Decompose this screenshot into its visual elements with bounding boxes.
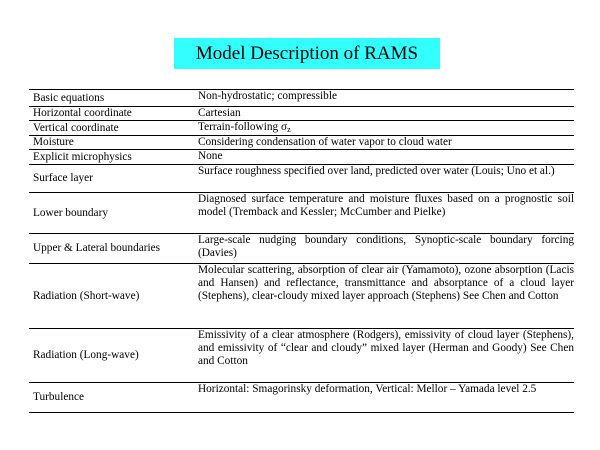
row-label: Lower boundary [33, 206, 108, 219]
row-value: Cartesian [198, 107, 241, 119]
table-row [29, 107, 574, 121]
row-label: Explicit microphysics [33, 150, 132, 163]
table-row [29, 150, 574, 165]
table-row [29, 264, 574, 329]
row-value: Large-scale nudging boundary conditions, Synoptic-scale boundary forcing (Davies) [198, 234, 574, 259]
sigma-subscript: z [287, 125, 291, 134]
row-label: Horizontal coordinate [33, 107, 132, 119]
table-row [29, 329, 574, 383]
table-row [29, 90, 574, 107]
row-label: Surface layer [33, 172, 93, 184]
row-label: Turbulence [33, 391, 85, 403]
table-row [29, 121, 574, 136]
row-label: Radiation (Short-wave) [33, 289, 140, 302]
row-value: None [198, 150, 223, 162]
row-value: Molecular scattering, absorption of clear air (Yamamoto), ozone absorption (Lacis and Hansen) and reflectance, transmittance and absorptance of a cloud layer (Stephens), clear-cloudy mixed layer approach (Stephens) See Chen and Cotton [198, 264, 574, 302]
row-label: Vertical coordinate [33, 121, 119, 134]
table-row [29, 165, 574, 193]
row-value-text: Terrain-following σ [198, 121, 288, 133]
row-label: Radiation (Long-wave) [33, 349, 139, 361]
row-value: Surface roughness specified over land, predicted over water (Louis; Uno et al.) [198, 165, 555, 177]
row-value: Diagnosed surface temperature and moisture fluxes based on a prognostic soil model (Tremback and Kessler; McCumber and Pielke) [198, 193, 574, 218]
model-description-table [29, 89, 574, 413]
row-value [198, 121, 574, 135]
table-row [29, 234, 574, 264]
row-label: Moisture [33, 136, 74, 148]
table-row [29, 136, 574, 150]
slide-title: Model Description of RAMS [174, 38, 440, 69]
table-row [29, 383, 574, 413]
row-value: Emissivity of a clear atmosphere (Rodgers), emissivity of cloud layer (Stephens), and emissivity of “clear and cloudy” mixed layer (Herman and Goody) See Chen and Cotton [198, 329, 574, 367]
row-value: Non-hydrostatic; compressible [198, 90, 337, 102]
row-label: Basic equations [33, 91, 105, 104]
row-value: Horizontal: Smagorinsky deformation, Vertical: Mellor – Yamada level 2.5 [198, 383, 537, 395]
row-label: Upper & Lateral boundaries [33, 242, 161, 254]
table-row [29, 193, 574, 234]
row-value: Considering condensation of water vapor to cloud water [198, 136, 452, 148]
